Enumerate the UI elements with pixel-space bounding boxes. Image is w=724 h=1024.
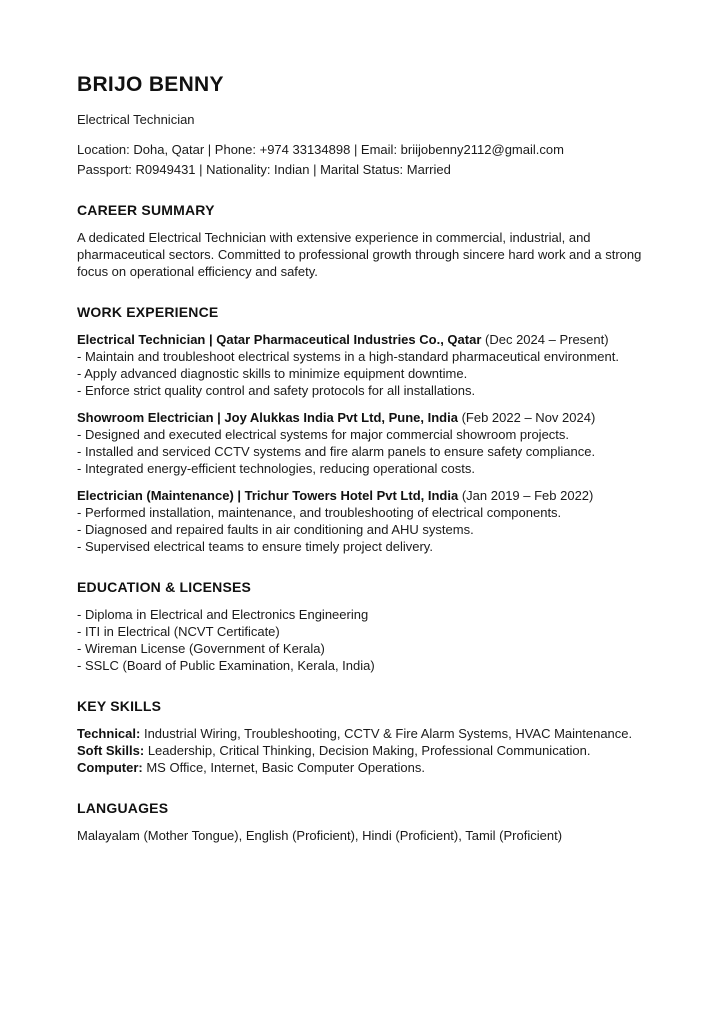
- job-bullet: - Apply advanced diagnostic skills to minimize equipment downtime.: [77, 366, 468, 382]
- skill-text: Industrial Wiring, Troubleshooting, CCTV & Fire Alarm Systems, HVAC Maintenance.: [143, 726, 633, 742]
- section-heading-education: EDUCATION & LICENSES: [77, 579, 252, 596]
- person-name: BRIJO BENNY: [77, 73, 224, 96]
- section-heading-work-experience: WORK EXPERIENCE: [77, 304, 219, 321]
- job-bullet: - Supervised electrical teams to ensure timely project delivery.: [77, 539, 433, 555]
- skill-line-soft-skills: [77, 742, 648, 759]
- languages-text: Malayalam (Mother Tongue), English (Proficient), Hindi (Proficient), Tamil (Proficient): [77, 828, 563, 844]
- job-bullet: - Integrated energy-efficient technologies, reducing operational costs.: [77, 461, 475, 477]
- job-title-line: [77, 409, 648, 426]
- job-dates: (Feb 2022 – Nov 2024): [461, 410, 596, 426]
- job-title-line: [77, 487, 648, 504]
- job-bullet: - Designed and executed electrical systems for major commercial showroom projects.: [77, 427, 570, 443]
- education-item: - SSLC (Board of Public Examination, Kerala, India): [77, 658, 375, 674]
- skill-line-technical: [77, 725, 648, 742]
- career-summary-text: A dedicated Electrical Technician with extensive experience in commercial, industrial, and pharmaceutical sectors. Committed to professional growth through sincere hard work and a strong focus on operational efficiency and safety.: [77, 230, 642, 280]
- job-bullet: - Performed installation, maintenance, and troubleshooting of electrical components.: [77, 505, 562, 521]
- job-role-company: Showroom Electrician | Joy Alukkas India Pvt Ltd, Pune, India: [77, 410, 458, 426]
- job-bullet: - Installed and serviced CCTV systems and fire alarm panels to ensure safety compliance.: [77, 444, 596, 460]
- skill-text: MS Office, Internet, Basic Computer Operations.: [146, 760, 425, 776]
- job-role-company: Electrical Technician | Qatar Pharmaceutical Industries Co., Qatar: [77, 332, 482, 348]
- job-entry: [77, 409, 648, 477]
- section-heading-key-skills: KEY SKILLS: [77, 698, 162, 715]
- section-heading-languages: LANGUAGES: [77, 800, 169, 817]
- skill-line-computer: [77, 759, 648, 776]
- job-entry: [77, 331, 648, 399]
- skill-label: Technical:: [77, 726, 141, 742]
- job-dates: (Dec 2024 – Present): [485, 332, 609, 348]
- skill-text: Leadership, Critical Thinking, Decision Making, Professional Communication.: [147, 743, 591, 759]
- job-title-subtitle: Electrical Technician: [77, 112, 195, 128]
- job-entry: [77, 487, 648, 555]
- contact-line-2: Passport: R0949431 | Nationality: Indian | Marital Status: Married: [77, 162, 451, 178]
- job-title-line: [77, 331, 648, 348]
- section-heading-career-summary: CAREER SUMMARY: [77, 202, 215, 219]
- job-bullet: - Diagnosed and repaired faults in air conditioning and AHU systems.: [77, 522, 474, 538]
- skill-label: Soft Skills:: [77, 743, 145, 759]
- job-bullet: - Maintain and troubleshoot electrical systems in a high-standard pharmaceutical environment.: [77, 349, 619, 365]
- job-dates: (Jan 2019 – Feb 2022): [461, 488, 594, 504]
- job-role-company: Electrician (Maintenance) | Trichur Towers Hotel Pvt Ltd, India: [77, 488, 459, 504]
- education-item: - ITI in Electrical (NCVT Certificate): [77, 624, 280, 640]
- contact-line-1: Location: Doha, Qatar | Phone: +974 33134898 | Email: briijobenny2112@gmail.com: [77, 142, 564, 158]
- skill-label: Computer:: [77, 760, 143, 776]
- education-item: - Diploma in Electrical and Electronics Engineering: [77, 607, 369, 623]
- job-bullet: - Enforce strict quality control and safety protocols for all installations.: [77, 383, 476, 399]
- education-item: - Wireman License (Government of Kerala): [77, 641, 325, 657]
